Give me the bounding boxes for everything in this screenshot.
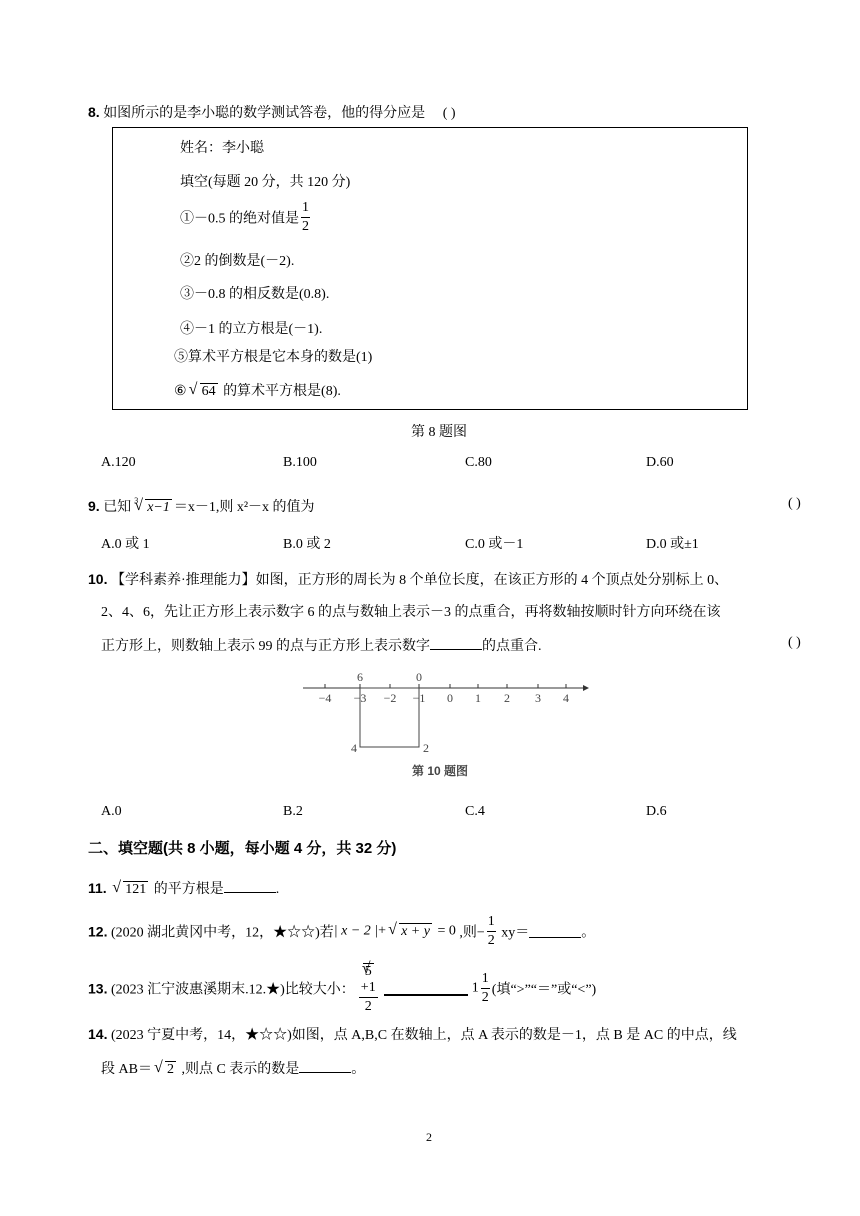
q8-item6-num: ⑥ [174, 384, 187, 399]
q8-box-header: 填空(每题 20 分，共 120 分) [180, 175, 351, 190]
cube-root-index: 3 [134, 496, 139, 505]
q12-mid: ,则− [455, 925, 485, 941]
q9-option-d: D.0 或±1 [646, 537, 699, 552]
fraction-numerator [359, 963, 378, 998]
q8-box-item5: ⑤算术平方根是它本身的数是(1) [174, 350, 373, 365]
tick-label: −3 [353, 691, 367, 705]
radicand: x + y [401, 923, 430, 939]
fraction-denominator: 2 [302, 219, 309, 234]
section-title: 二、填空题(共 8 小题，每小题 4 分，共 32 分) [88, 840, 397, 857]
q10-option-b: B.2 [283, 804, 303, 819]
q10-option-a: A.0 [101, 804, 122, 819]
fraction-denominator: 2 [481, 989, 489, 1005]
q10-option-d: D.6 [646, 804, 667, 819]
q8-box-item6 [174, 380, 341, 401]
q9-pre: 已知 [103, 500, 132, 515]
fraction-numerator: 1 [487, 915, 496, 932]
q9-option-a: A.0 或 1 [101, 537, 150, 552]
q10-text3-end: 的点重合. [482, 639, 542, 654]
corner-label-bottom-right: 2 [423, 741, 429, 755]
fraction-numerator: 1 [481, 972, 490, 989]
sqrt-sign [362, 963, 375, 981]
q13-source: (2023 汇宁波惠溪期末.12.★)比较大小： [110, 982, 355, 998]
q8-item6-text: 的算术平方根是(8). [219, 384, 341, 399]
q8-option-a: A.120 [101, 455, 136, 470]
q11-text: 的平方根是 [150, 882, 224, 897]
q10-line1 [88, 569, 728, 589]
q10-line3 [101, 635, 542, 655]
q9-option-c: C.0 或－1 [465, 537, 524, 552]
q11-end: . [275, 882, 280, 897]
q8-text: 如图所示的是李小聪的数学测试答卷，他的得分应是 [103, 106, 426, 121]
plus-one: +1 [360, 979, 376, 995]
tick-label: 4 [563, 691, 569, 705]
q14-text2: 段 AB＝ [101, 1062, 152, 1077]
q8-box-item3: ③－0.8 的相反数是(0.8). [180, 287, 330, 302]
q8-stem [88, 102, 456, 122]
tick-label: 0 [447, 691, 453, 705]
q14-number: 14. [88, 1026, 108, 1042]
fraction-denominator: 2 [364, 998, 372, 1014]
answer-blank[interactable] [430, 637, 482, 650]
tick-label: 3 [535, 691, 541, 705]
figure-caption: 第 10 题图 [411, 764, 469, 778]
q14-text2-post: ,则点 C 表示的数是 [177, 1062, 300, 1077]
abs-expression: | x − 2 | [333, 923, 379, 939]
sqrt-sign [112, 881, 148, 899]
page-number: 2 [426, 1130, 432, 1144]
radicand: 121 [125, 882, 147, 897]
tick-label: −2 [383, 691, 397, 705]
fraction-numerator: 1 [301, 201, 310, 218]
q10-figure [295, 668, 595, 783]
q14-line1 [88, 1024, 737, 1044]
axis-ticks [325, 684, 566, 688]
q8-option-d: D.60 [646, 455, 674, 470]
q10-paren: ( ) [788, 635, 801, 650]
plus-sign: + [378, 923, 387, 939]
cube-root-sign [134, 499, 172, 517]
tick-label: −4 [318, 691, 332, 705]
q9-post: ＝x－1,则 x²－x 的值为 [173, 500, 315, 515]
q13-number: 13. [88, 980, 108, 997]
radicand: 64 [201, 384, 216, 399]
q13-stem [88, 963, 596, 1014]
q10-text1: 【学科素养·推理能力】如图，正方形的周长为 8 个单位长度，在该正方形的 4 个顶点处分别标上 0、 [110, 573, 729, 588]
answer-blank[interactable] [529, 925, 581, 938]
q8-box-item4: ④－1 的立方根是(－1). [180, 322, 323, 337]
sqrt-sign [388, 923, 432, 941]
q12-stem [88, 915, 595, 948]
q10-line2: 2、4、6，先让正方形上表示数字 6 的点与数轴上表示－3 的点重合，再将数轴按顺时针方向环绕在该 [101, 605, 721, 620]
q14-end: 。 [351, 1062, 366, 1077]
compare-blank[interactable] [384, 980, 468, 996]
q12-number: 12. [88, 923, 108, 940]
radicand: 5 [364, 964, 372, 979]
q8-caption: 第 8 题图 [411, 425, 467, 440]
q10-option-c: C.4 [465, 804, 485, 819]
mixed-whole: 1 [471, 980, 479, 996]
answer-blank[interactable] [299, 1060, 351, 1073]
q12-post: xy＝ [497, 925, 530, 941]
tick-label: 1 [475, 691, 481, 705]
sqrt-sign [154, 1061, 176, 1079]
q10-number: 10. [88, 571, 108, 587]
q13-hint: (填“>”“＝”或“<”) [491, 982, 597, 998]
tick-label: 2 [504, 691, 510, 705]
q14-line2 [101, 1058, 365, 1079]
q8-option-b: B.100 [283, 455, 317, 470]
q8-option-c: C.80 [465, 455, 492, 470]
q8-box-item1 [180, 201, 312, 234]
radicand: 2 [166, 1062, 174, 1077]
q13-fraction [359, 963, 378, 1014]
q9-paren: ( ) [788, 496, 801, 511]
q13-mixed-fraction [481, 972, 490, 1005]
q12-end: 。 [581, 925, 596, 941]
q8-item1-fraction [301, 201, 310, 234]
q8-box-item2: ②2 的倒数是(－2). [180, 254, 295, 269]
sqrt-sign [189, 383, 218, 401]
q8-item1-text: ①－0.5 的绝对值是 [180, 211, 299, 227]
corner-label-bottom-left: 4 [351, 741, 357, 755]
q12-fraction [487, 915, 496, 948]
answer-blank[interactable] [224, 880, 276, 893]
equals-zero: = 0 [433, 923, 456, 939]
q10-text3: 正方形上，则数轴上表示 99 的点与正方形上表示数字 [101, 639, 430, 654]
q8-paren: ( ) [442, 106, 456, 121]
q8-box-name: 姓名：李小聪 [180, 141, 264, 156]
corner-label-top-right: 0 [416, 670, 422, 684]
q9-option-b: B.0 或 2 [283, 537, 331, 552]
q11-number: 11. [88, 880, 107, 896]
corner-label-top-left: 6 [357, 670, 363, 684]
q8-number: 8. [88, 104, 100, 120]
fraction-denominator: 2 [487, 933, 495, 948]
q14-text1: (2023 宁夏中考，14，★☆☆)如图，点 A,B,C 在数轴上，点 A 表示的数是－1，点 B 是 AC 的中点，线 [110, 1028, 737, 1043]
tick-label: −1 [412, 691, 426, 705]
q9-stem [88, 496, 315, 517]
q12-source: (2020 湖北黄冈中考，12，★☆☆)若 [110, 925, 334, 941]
axis-arrow-icon [583, 685, 589, 691]
q11-stem [88, 878, 279, 899]
q9-number: 9. [88, 498, 100, 514]
radicand: x−1 [147, 500, 170, 515]
